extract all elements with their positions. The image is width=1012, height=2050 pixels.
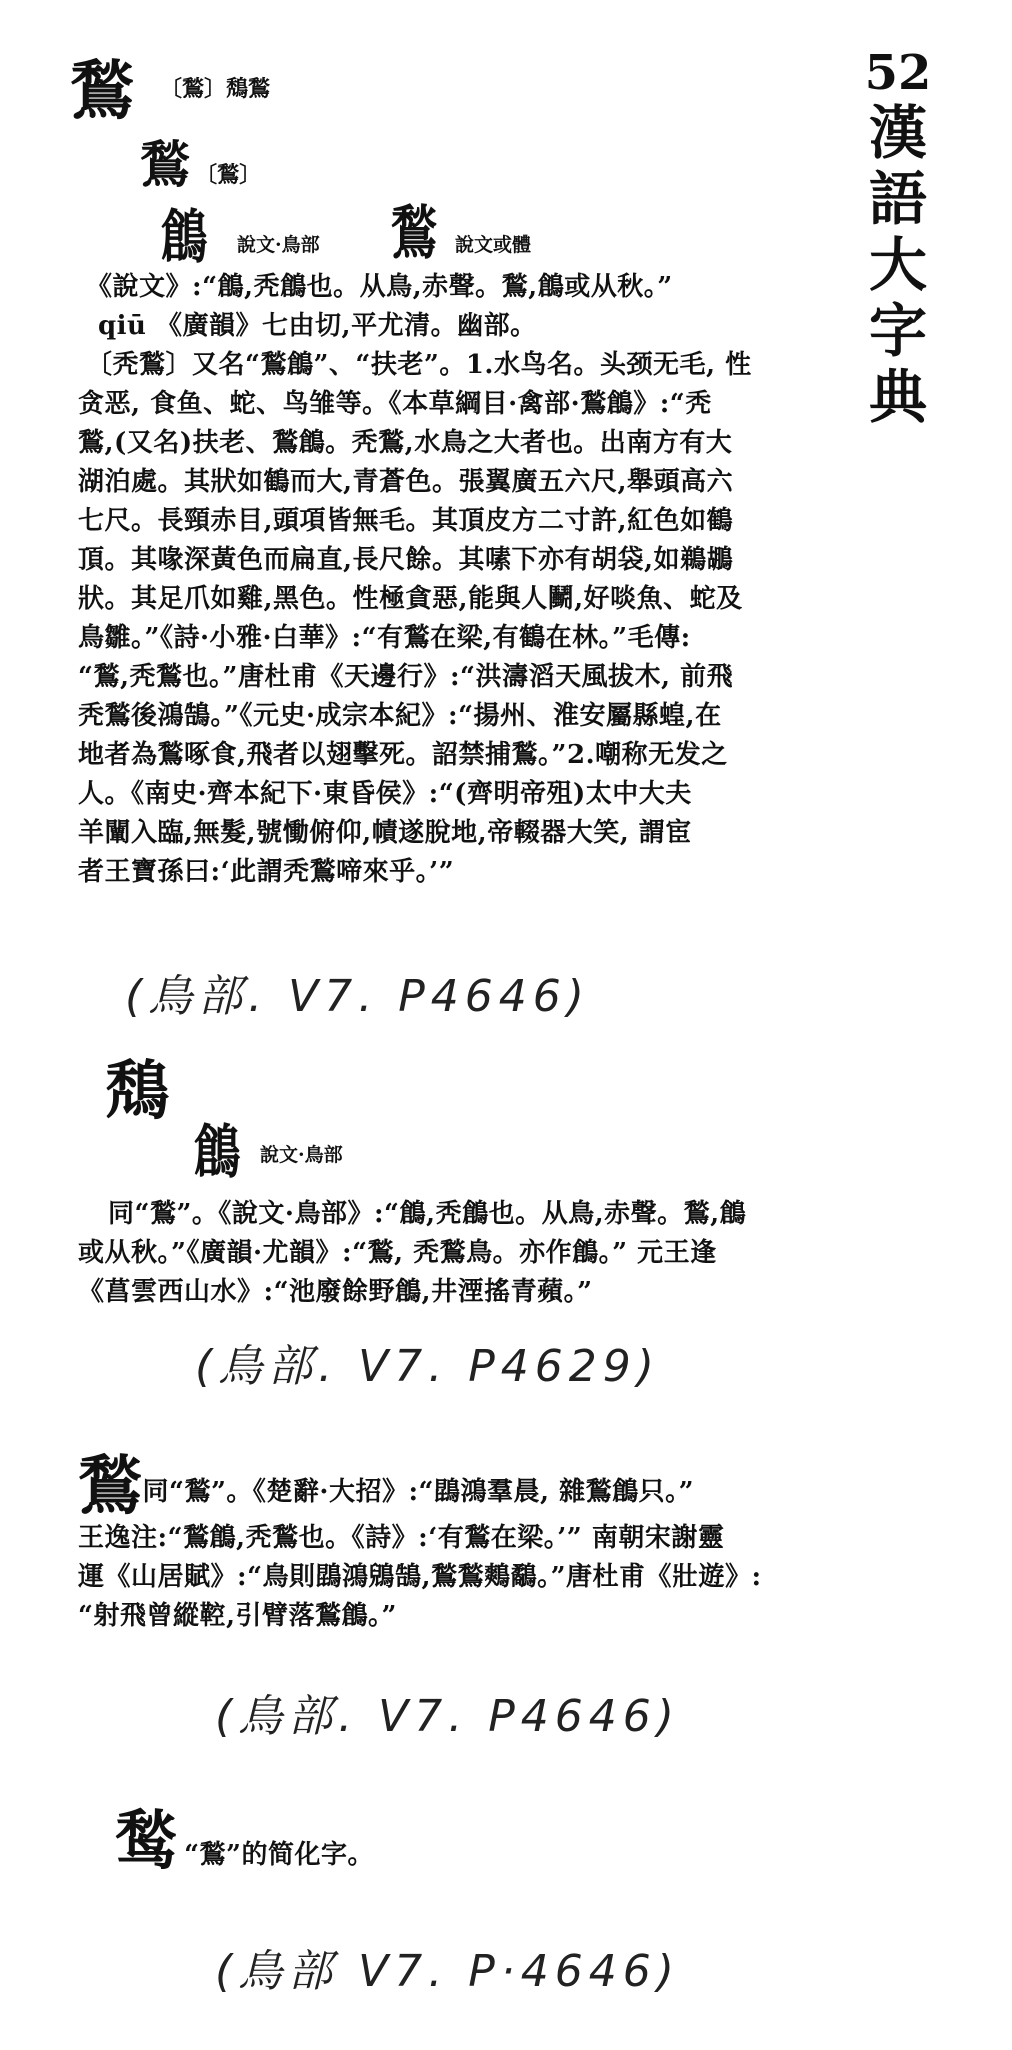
entry2-line: 同“鶖”。《說文·鳥部》:“鶬,秃鶬也。从鳥,赤聲。鶖,鶬 bbox=[108, 1199, 747, 1229]
entry1-line: 鳥雛。”《詩·小雅·白華》:“有鶖在梁,有鶴在林。”毛傳: bbox=[78, 623, 691, 653]
book-title-char-2: 語 bbox=[868, 165, 927, 233]
entry3-handwritten-ref: (鳥部. V7. P4646) bbox=[215, 1691, 680, 1742]
entry3-line: 運《山居賦》:“鳥則鵾鴻鶂鵠,鶖鶖鷞鷸。”唐杜甫《壯遊》: bbox=[78, 1562, 762, 1592]
entry1-line: 羊闡入臨,無髮,號慟俯仰,幘遂脫地,帝輟器大笑, 謂宦 bbox=[78, 818, 692, 848]
entry4-text: “鶖”的简化字。 bbox=[184, 1840, 375, 1870]
entry1-seal-forms bbox=[155, 190, 795, 270]
entry1-line: 七尺。長頸赤目,頭項皆無毛。其頂皮方二寸許,紅色如鶴 bbox=[78, 506, 734, 536]
entry1-variant-note: 〔鶖〕鵚鶖 bbox=[160, 76, 271, 102]
entry2-handwritten-ref: (鳥部. V7. P4629) bbox=[195, 1341, 660, 1392]
entry1-body bbox=[78, 268, 752, 892]
entry1-sub-char: 鶖 bbox=[140, 135, 190, 194]
entry1-line: 狀。其足爪如雞,黑色。性極貪惡,能與人鬭,好啖魚、蛇及 bbox=[78, 584, 743, 614]
entry2-line: 或从秋。”《廣韻·尤韻》:“鶖, 秃鶖鳥。亦作鶬。” 元王逢 bbox=[78, 1238, 717, 1268]
entry3-headword: 鶖 bbox=[78, 1449, 143, 1524]
entry1-sub-bracket: 〔鶖〕 bbox=[195, 162, 262, 188]
entry2-seal-form: 鶬 bbox=[193, 1118, 241, 1186]
entry2-body bbox=[78, 1195, 746, 1312]
entry1-seal-form-2: 鶖 bbox=[390, 199, 438, 267]
entry1-line: 鶖,(又名)扶老、鶖鶬。秃鶖,水鳥之大者也。出南方有大 bbox=[78, 428, 733, 458]
entry2-seal-label: 說文·鳥部 bbox=[260, 1144, 343, 1166]
entry1-sub-headword bbox=[140, 135, 262, 194]
book-title-char-4: 字 bbox=[868, 297, 927, 365]
entry1-line: 頂。其喙深黃色而扁直,長尺餘。其嗉下亦有胡袋,如鵜鶘 bbox=[78, 545, 734, 575]
entry4-headword: 鹙 bbox=[115, 1804, 179, 1879]
entry1-line: “鶖,秃鶖也。”唐杜甫《天邊行》:“洪濤滔天風拔木, 前飛 bbox=[78, 662, 734, 692]
entry3-body bbox=[78, 1449, 762, 1636]
entry1-line: 贪恶, 食鱼、蛇、鸟雏等。《本草綱目·禽部·鶖鶬》:“秃 bbox=[78, 389, 712, 419]
entry3-first-line bbox=[78, 1449, 762, 1524]
entry2-line: 《菖雲西山水》:“池廢餘野鶬,井湮搖青蘋。” bbox=[78, 1277, 593, 1307]
entry1-seal-label-2: 說文或體 bbox=[455, 234, 532, 256]
entry1-seal-label-1: 說文·鳥部 bbox=[237, 234, 320, 256]
entry1-headword: 鶖 bbox=[70, 54, 134, 129]
entry1-handwritten-ref: (鳥部. V7. P4646) bbox=[125, 971, 590, 1022]
book-title-char-3: 大 bbox=[868, 231, 927, 299]
entry1-line: 《說文》:“鶬,秃鶬也。从鳥,赤聲。鶖,鶬或从秋。” bbox=[86, 272, 673, 302]
entry1-line: 者王寶孫曰:‘此謂秃鶖啼來乎。’” bbox=[78, 857, 455, 887]
entry1-line: 湖泊處。其狀如鶴而大,青蒼色。張翼廣五六尺,舉頭高六 bbox=[78, 467, 734, 497]
entry4-handwritten-ref: (鳥部 V7. P·4646) bbox=[215, 1946, 680, 1997]
entry3-line: 同“鶖”。《楚辭·大招》:“鵾鴻羣晨, 雜鶖鶬只。” bbox=[142, 1477, 695, 1507]
entry4-row bbox=[115, 1804, 375, 1879]
entry2-headword: 鵚 bbox=[105, 1054, 169, 1129]
entry3-line: 王逸注:“鶖鶬,秃鶖也。《詩》:‘有鶖在梁。’” 南朝宋謝靈 bbox=[78, 1523, 725, 1553]
entry1-seal-form-1: 鶬 bbox=[160, 203, 208, 271]
book-title-char-5: 典 bbox=[868, 363, 927, 431]
entry1-line: 地者為鶖啄食,飛者以翅擊死。詔禁捕鶖。”2.嘲称无发之 bbox=[78, 740, 728, 770]
entry1-line: 人。《南史·齊本紀下·東昏侯》:“(齊明帝殂)太中大夫 bbox=[78, 779, 692, 809]
book-title bbox=[858, 100, 938, 430]
book-title-char-1: 漢 bbox=[868, 99, 927, 167]
entry3-line: “射飛曾縱鞚,引臂落鶖鶬。” bbox=[78, 1601, 397, 1631]
entry1-line: 〔秃鶖〕又名“鶖鶬”、“扶老”。1.水鸟名。头颈无毛, 性 bbox=[86, 350, 752, 380]
page-number: 52 bbox=[864, 45, 932, 101]
entry1-line: 秃鶖後鴻鵠。”《元史·成宗本紀》:“揚州、淮安屬縣蝗,在 bbox=[78, 701, 722, 731]
entry1-line: qiū 《廣韻》七由切,平尤清。幽部。 bbox=[98, 311, 537, 341]
